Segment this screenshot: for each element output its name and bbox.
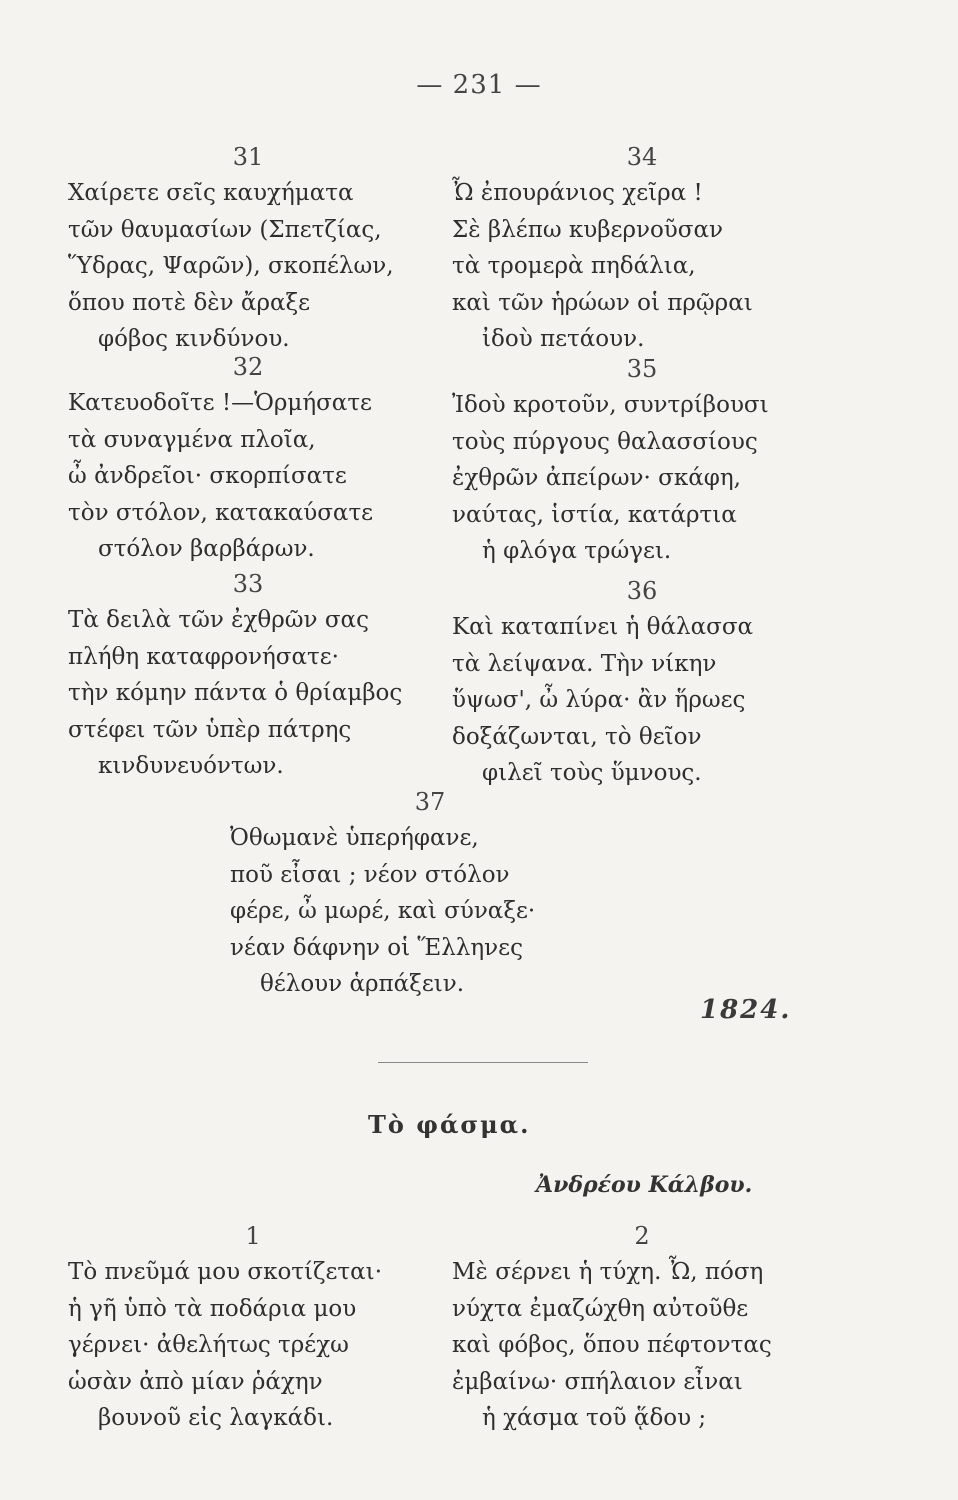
stanza-36 [452, 577, 832, 792]
poem-author: Ἀνδρέου Κάλβου. [536, 1172, 753, 1198]
verse-line: ναύτας, ἱστία, κατάρτια [452, 501, 737, 528]
stanza-33 [68, 570, 428, 785]
verse-line: καὶ φόβος, ὅπου πέφτοντας [452, 1332, 772, 1358]
stanza-32 [68, 353, 428, 568]
verse-line: τὰ λείψανα. Τὴν νίκην [452, 650, 717, 677]
verse-line: πλήθη καταφρονήσατε· [68, 643, 339, 670]
verse-line: Τὰ δειλὰ τῶν ἐχθρῶν σας [68, 607, 369, 633]
verse-line: ὅπου ποτὲ δὲν ἄραξε [68, 289, 311, 316]
verse-line: Σὲ βλέπω κυβερνοῦσαν [452, 216, 724, 243]
stanza-2 [452, 1222, 832, 1437]
verse-line: Ὀθωμανὲ ὑπερήφανε, [230, 825, 479, 851]
verse-line: κινδυνευόντων. [98, 753, 284, 779]
stanza-37 [230, 788, 630, 1003]
verse-line: ἐμβαίνω· σπήλαιον εἶναι [452, 1368, 743, 1395]
stanza-number: 33 [232, 570, 264, 598]
verse-line: γέρνει· ἀθελήτως τρέχω [68, 1332, 349, 1358]
verse-line: νύχτα ἐμαζώχθη αὐτοῦθε [452, 1295, 749, 1322]
verse-line: στέφει τῶν ὑπὲρ πάτρης [68, 716, 352, 743]
verse-line: τῶν θαυμασίων (Σπετζίας, [68, 216, 382, 243]
verse-line: τὴν κόμην πάντα ὁ θρίαμβος [68, 680, 403, 706]
verse-line: ὕψωσ', ὦ λύρα· ἂν ἥρωες [452, 687, 746, 713]
verse-line: δοξάζωνται, τὸ θεῖον [452, 723, 702, 750]
stanza-number: 37 [414, 788, 446, 816]
verse-line: Τὸ πνεῦμά μου σκοτίζεται· [68, 1259, 383, 1285]
stanza-34 [452, 143, 832, 358]
verse-line: τὰ συναγμένα πλοῖα, [68, 426, 316, 453]
verse-line: ὦ ἀνδρεῖοι· σκορπίσατε [68, 463, 347, 489]
verse-line: ἐχθρῶν ἀπείρων· σκάφη, [452, 465, 741, 491]
verse-line: ἡ φλόγα τρώγει. [482, 538, 672, 564]
verse-line: στόλον βαρβάρων. [98, 536, 315, 562]
verse-line: ἡ γῆ ὑπὸ τὰ ποδάρια μου [68, 1295, 357, 1322]
verse-line: Ὕδρας, Ψαρῶν), σκοπέλων, [68, 253, 394, 279]
section-divider [378, 1062, 588, 1063]
verse-line: Χαίρετε σεῖς καυχήματα [68, 180, 354, 206]
stanza-1 [68, 1222, 438, 1437]
verse-line: Ὦ ἐπουράνιος χεῖρα ! [452, 180, 703, 206]
verse-line: τὸν στόλον, κατακαύσατε [68, 499, 374, 526]
stanza-number: 32 [232, 353, 264, 381]
verse-line: τὰ τρομερὰ πηδάλια, [452, 253, 696, 279]
stanza-number: 2 [634, 1222, 650, 1250]
verse-line: φιλεῖ τοὺς ὕμνους. [482, 760, 702, 786]
verse-line: ποῦ εἶσαι ; νέον στόλον [230, 861, 510, 888]
stanza-number: 1 [245, 1222, 261, 1250]
verse-line: Καὶ καταπίνει ἡ θάλασσα [452, 614, 754, 640]
stanza-35 [452, 355, 832, 570]
stanza-number: 35 [626, 355, 658, 383]
stanza-number: 34 [626, 143, 658, 171]
verse-line: ἰδοὺ πετάουν. [482, 326, 645, 352]
poem-title: Τὸ φάσμα. [368, 1110, 531, 1139]
date-line: 1824. [700, 995, 792, 1025]
verse-line: τοὺς πύργους θαλασσίους [452, 428, 758, 455]
verse-line: Μὲ σέρνει ἡ τύχη. Ὦ, πόση [452, 1259, 764, 1285]
verse-line: ἡ χάσμα τοῦ ᾅδου ; [482, 1405, 707, 1431]
verse-line: Κατευοδοῖτε !—Ὁρμήσατε [68, 390, 372, 416]
stanza-number: 31 [232, 143, 264, 171]
verse-line: καὶ τῶν ἡρώων οἱ πρῷραι [452, 289, 753, 316]
verse-line: βουνοῦ εἰς λαγκάδι. [98, 1405, 334, 1431]
stanza-31 [68, 143, 428, 358]
verse-line: νέαν δάφνην οἱ Ἕλληνες [230, 934, 523, 961]
stanza-number: 36 [626, 577, 658, 605]
verse-line: ὡσὰν ἀπὸ μίαν ῥάχην [68, 1368, 323, 1395]
verse-line: φέρε, ὦ μωρέ, καὶ σύναξε· [230, 898, 536, 924]
verse-line: θέλουν ἁρπάξειν. [260, 971, 465, 997]
verse-line: Ἰδοὺ κροτοῦν, συντρίβουσι [452, 392, 769, 418]
verse-line: φόβος κινδύνου. [98, 326, 290, 352]
page-number: — 231 — [416, 70, 542, 100]
